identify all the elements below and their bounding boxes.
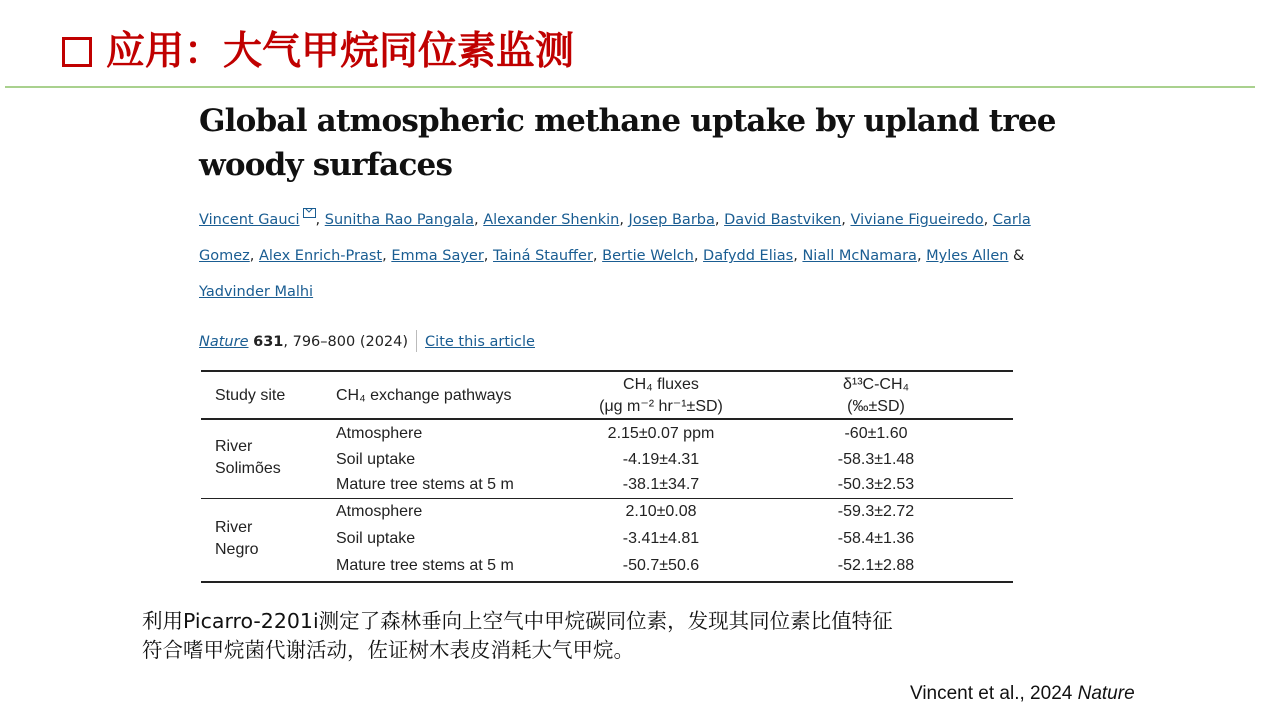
author-link[interactable]: Niall McNamara xyxy=(802,248,917,264)
table-cell-pathway: Atmosphere xyxy=(336,425,423,442)
site-label: Negro xyxy=(215,541,259,558)
author-link[interactable]: Viviane Figueiredo xyxy=(850,212,984,228)
table-cell-pathway: Soil uptake xyxy=(336,451,416,468)
author-link[interactable]: David Bastviken xyxy=(724,212,842,228)
summary-line: 利用Picarro-2201i测定了森林垂向上空气中甲烷碳同位素，发现其同位素比值特征 xyxy=(142,609,893,633)
site-label: Solimões xyxy=(215,460,281,477)
header-delta-unit: (‰±SD) xyxy=(847,398,905,415)
header-study-site: Study site xyxy=(215,387,286,404)
author-link[interactable]: Emma Sayer xyxy=(391,248,484,264)
header-flux-unit: (μg m⁻² hr⁻¹±SD) xyxy=(599,398,723,415)
table-bottom-rule xyxy=(201,581,1013,583)
table-cell-pathway: Soil uptake xyxy=(336,530,416,547)
checkbox-icon xyxy=(62,37,92,67)
table-cell-delta: -58.3±1.48 xyxy=(837,451,915,468)
author-link[interactable]: Tainá Stauffer xyxy=(493,248,593,264)
author-link[interactable]: Dafydd Elias xyxy=(703,248,794,264)
table-top-rule xyxy=(201,370,1013,372)
table-group-rule xyxy=(201,498,1013,499)
author-link[interactable]: Sunitha Rao Pangala xyxy=(324,212,475,228)
reference xyxy=(910,682,1135,706)
citation-line xyxy=(199,330,535,353)
author-link[interactable]: Bertie Welch xyxy=(602,248,694,264)
table-cell-flux: -4.19±4.31 xyxy=(622,451,700,468)
slide-title xyxy=(62,26,574,78)
data-table xyxy=(201,370,1013,584)
author-link[interactable]: Alexander Shenkin xyxy=(483,212,620,228)
pages-year: , 796–800 (2024) xyxy=(283,334,409,350)
author-link[interactable]: Yadvinder Malhi xyxy=(199,284,314,300)
site-label: River xyxy=(215,438,253,455)
header-flux: CH₄ fluxes xyxy=(623,376,699,393)
table-cell-flux: 2.10±0.08 xyxy=(625,503,697,520)
table-cell-delta: -52.1±2.88 xyxy=(837,557,915,574)
table-cell-flux: -50.7±50.6 xyxy=(622,557,700,574)
slide-title-text: 应用：大气甲烷同位素监测 xyxy=(106,29,575,74)
table-cell-delta: -59.3±2.72 xyxy=(837,503,915,520)
journal-link[interactable]: Nature xyxy=(199,334,249,350)
table-cell-flux: 2.15±0.07 ppm xyxy=(607,425,715,442)
author-link[interactable]: Carla Gomez xyxy=(199,212,1031,264)
table-cell-pathway: Mature tree stems at 5 m xyxy=(336,476,514,493)
author-list: Vincent Gauci , Sunitha Rao Pangala, Alexander Shenkin, Josep Barba, David Bastviken, Viviane Figueiredo, Carla Gomez, Alex Enrich-Prast, Emma Sayer, Tainá Stauffer, Bertie Welch, Dafydd Elias, Niall McNamara, Myles Allen & Yadvinder Malhi xyxy=(199,202,1039,310)
reference-authors: Vincent et al., 2024 xyxy=(910,683,1078,704)
table-cell-delta: -50.3±2.53 xyxy=(837,476,915,493)
table-cell-pathway: Mature tree stems at 5 m xyxy=(336,557,514,574)
cite-link[interactable]: Cite this article xyxy=(425,334,535,350)
summary-text xyxy=(142,607,1122,665)
table-header-rule xyxy=(201,418,1013,420)
table-cell-flux: -38.1±34.7 xyxy=(622,476,700,493)
header-pathways: CH₄ exchange pathways xyxy=(336,387,512,404)
divider xyxy=(416,330,417,352)
title-divider xyxy=(5,86,1255,88)
table-cell-delta: -58.4±1.36 xyxy=(837,530,915,547)
mail-icon[interactable] xyxy=(303,208,316,218)
table-cell-pathway: Atmosphere xyxy=(336,503,423,520)
volume: 631 xyxy=(253,334,284,350)
author-link[interactable]: Alex Enrich-Prast xyxy=(258,248,383,264)
paper-title: Global atmospheric methane uptake by upland tree woody surfaces xyxy=(199,103,1056,183)
author-link[interactable]: Vincent Gauci xyxy=(199,212,300,228)
reference-journal: Nature xyxy=(1077,683,1135,704)
summary-line: 符合嗜甲烷菌代谢活动，佐证树木表皮消耗大气甲烷。 xyxy=(142,638,634,662)
site-label: River xyxy=(215,519,253,536)
author-link[interactable]: Myles Allen xyxy=(926,248,1009,264)
author-link[interactable]: Josep Barba xyxy=(628,212,715,228)
header-delta: δ¹³C-CH₄ xyxy=(842,376,910,393)
table-cell-flux: -3.41±4.81 xyxy=(622,530,700,547)
table-cell-delta: -60±1.60 xyxy=(844,425,908,442)
